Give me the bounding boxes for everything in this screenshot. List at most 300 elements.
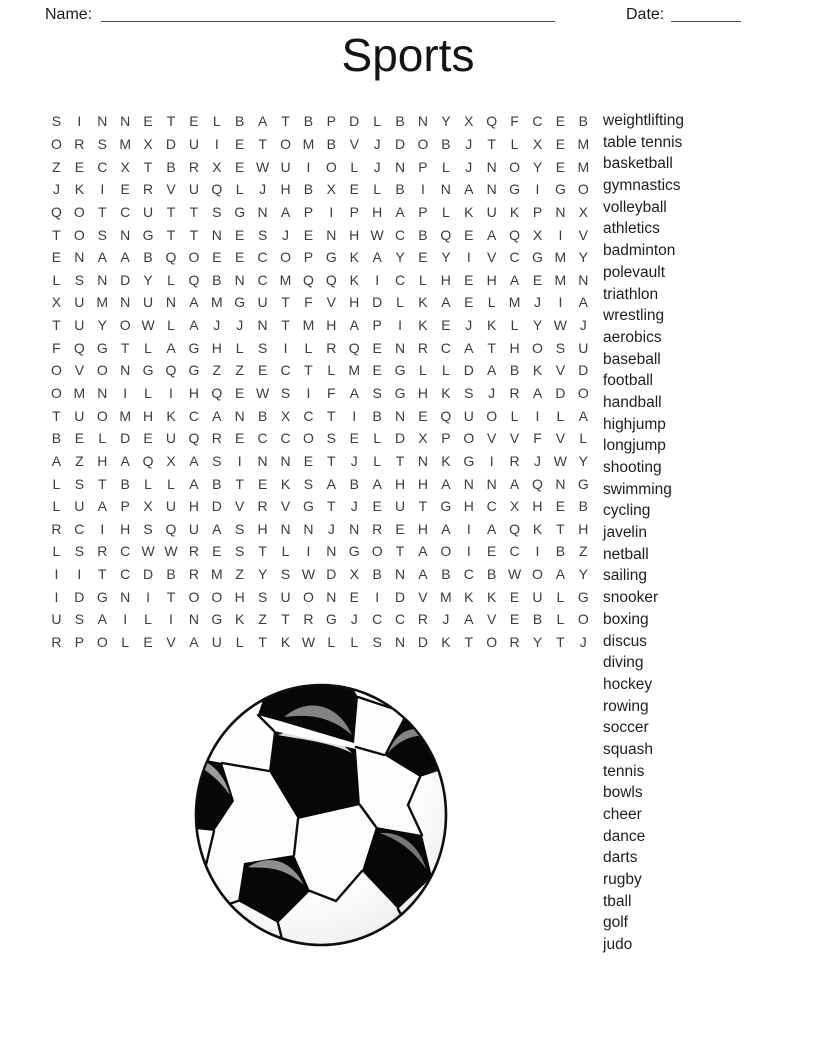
grid-letter: B xyxy=(143,249,153,266)
grid-letter: C xyxy=(257,249,268,266)
grid-letter: J xyxy=(465,317,473,334)
grid-letter: L xyxy=(144,475,152,492)
grid-letter: O xyxy=(486,407,498,424)
grid-letter: T xyxy=(487,339,496,356)
grid-letter: A xyxy=(509,475,520,492)
grid-letter: O xyxy=(51,385,62,401)
grid-letter: N xyxy=(211,226,222,243)
grid-letter: Z xyxy=(75,452,84,469)
word-list-item: swimming xyxy=(603,480,672,498)
grid-letter: O xyxy=(440,543,452,560)
grid-letter: E xyxy=(143,430,153,447)
grid-letter: E xyxy=(487,543,497,560)
grid-letter: S xyxy=(51,113,62,130)
grid-letter: Y xyxy=(143,271,153,288)
grid-letter: J xyxy=(259,181,267,198)
grid-letter: B xyxy=(303,113,314,130)
grid-letter: O xyxy=(577,181,589,198)
grid-letter: R xyxy=(51,634,62,651)
grid-letter: H xyxy=(486,271,497,288)
grid-letter: M xyxy=(279,271,292,288)
grid-letter: P xyxy=(303,249,314,266)
grid-letter: V xyxy=(487,611,497,628)
grid-letter: R xyxy=(188,566,199,583)
word-list-item: golf xyxy=(603,914,628,932)
grid-letter: U xyxy=(211,634,222,651)
grid-letter: N xyxy=(486,158,497,175)
grid-letter: S xyxy=(212,452,222,469)
grid-letter: A xyxy=(441,475,451,492)
grid-letter: G xyxy=(394,385,406,401)
grid-letter: S xyxy=(464,385,474,401)
grid-letter: A xyxy=(189,475,199,492)
grid-letter: H xyxy=(417,520,429,537)
grid-letter: G xyxy=(234,294,246,311)
grid-letter: E xyxy=(395,520,405,537)
grid-letter: T xyxy=(395,543,405,560)
grid-letter: G xyxy=(348,543,360,560)
grid-letter: T xyxy=(327,452,336,469)
grid-letter: D xyxy=(120,271,131,288)
grid-letter: X xyxy=(464,113,474,130)
grid-letter: O xyxy=(577,385,589,401)
word-list-item: aerobics xyxy=(603,328,662,346)
grid-letter: Y xyxy=(578,566,588,583)
grid-letter: T xyxy=(52,226,61,243)
grid-letter: N xyxy=(188,611,199,628)
grid-letter: H xyxy=(532,498,543,515)
grid-letter: I xyxy=(306,543,311,560)
grid-letter: L xyxy=(510,317,519,334)
grid-letter: W xyxy=(256,158,270,175)
grid-letter: H xyxy=(509,339,520,356)
grid-letter: L xyxy=(556,611,565,628)
grid-letter: N xyxy=(165,294,177,311)
grid-letter: L xyxy=(235,339,244,356)
grid-letter: C xyxy=(394,611,406,628)
grid-letter: H xyxy=(143,407,154,424)
grid-letter: O xyxy=(302,588,314,605)
grid-letter: A xyxy=(349,385,359,401)
grid-letter: W xyxy=(301,566,316,583)
grid-letter: O xyxy=(51,362,62,379)
grid-letter: W xyxy=(256,385,270,401)
grid-letter: Y xyxy=(441,113,451,130)
word-search-grid xyxy=(45,110,595,653)
grid-letter: N xyxy=(440,181,451,198)
grid-letter: G xyxy=(142,226,154,243)
grid-letter: G xyxy=(509,181,521,198)
grid-letter: I xyxy=(535,543,540,560)
grid-letter: E xyxy=(235,135,245,152)
grid-letter: E xyxy=(532,271,543,288)
grid-letter: D xyxy=(394,135,406,152)
grid-letter: W xyxy=(553,317,567,334)
grid-letter: E xyxy=(212,543,222,560)
grid-letter: H xyxy=(120,520,131,537)
grid-letter: P xyxy=(372,317,382,334)
grid-letter: U xyxy=(74,498,85,515)
grid-letter: C xyxy=(532,113,543,130)
grid-letter: M xyxy=(577,158,590,175)
grid-letter: T xyxy=(258,543,267,560)
grid-letter: K xyxy=(418,317,428,334)
word-list-item: javelin xyxy=(603,524,647,542)
grid-letter: X xyxy=(166,452,176,469)
grid-letter: D xyxy=(417,634,429,651)
grid-letter: B xyxy=(326,135,336,152)
grid-letter: X xyxy=(532,226,543,243)
grid-letter: A xyxy=(189,452,199,469)
grid-letter: O xyxy=(96,407,108,424)
grid-letter: O xyxy=(188,249,200,266)
grid-letter: O xyxy=(280,249,291,266)
grid-letter: G xyxy=(302,498,314,515)
grid-letter: T xyxy=(556,634,565,651)
grid-letter: T xyxy=(487,135,496,152)
grid-letter: G xyxy=(234,203,246,220)
grid-letter: D xyxy=(349,113,360,130)
page-title: Sports xyxy=(341,29,475,81)
grid-letter: R xyxy=(326,339,337,356)
grid-letter: C xyxy=(372,611,383,628)
grid-letter: G xyxy=(211,611,223,628)
grid-letter: O xyxy=(509,158,521,175)
grid-letter: B xyxy=(441,566,451,583)
grid-letter: N xyxy=(120,588,131,605)
grid-letter: Q xyxy=(486,113,498,130)
grid-letter: I xyxy=(398,317,402,334)
grid-letter: E xyxy=(257,475,268,492)
grid-letter: O xyxy=(532,339,543,356)
grid-letter: N xyxy=(120,226,131,243)
grid-letter: J xyxy=(350,498,358,515)
grid-letter: R xyxy=(417,339,429,356)
grid-letter: D xyxy=(211,498,222,515)
word-list-item: football xyxy=(603,372,653,390)
grid-letter: K xyxy=(441,385,451,401)
grid-letter: E xyxy=(509,611,520,628)
grid-letter: H xyxy=(372,203,383,220)
word-list-item: highjump xyxy=(603,415,666,433)
grid-letter: Q xyxy=(165,362,177,379)
grid-letter: E xyxy=(235,158,245,175)
grid-letter: J xyxy=(579,634,587,651)
grid-letter: W xyxy=(370,226,384,243)
grid-letter: N xyxy=(257,203,268,220)
grid-letter: J xyxy=(533,294,541,311)
grid-letter: T xyxy=(464,634,474,651)
grid-letter: B xyxy=(555,543,566,560)
grid-letter: Q xyxy=(302,271,314,288)
grid-letter: X xyxy=(349,566,359,583)
grid-letter: H xyxy=(234,588,245,605)
grid-letter: D xyxy=(74,588,85,605)
grid-letter: Y xyxy=(532,634,543,651)
grid-letter: H xyxy=(349,226,360,243)
word-list-item: snooker xyxy=(603,589,659,607)
grid-letter: U xyxy=(578,339,589,356)
word-list-item: netball xyxy=(603,545,649,563)
grid-letter: L xyxy=(419,271,427,288)
grid-letter: Y xyxy=(257,566,268,583)
grid-letter: F xyxy=(52,339,61,356)
grid-letter: H xyxy=(326,317,337,334)
grid-letter: H xyxy=(211,339,222,356)
grid-letter: A xyxy=(189,317,199,334)
grid-letter: K xyxy=(166,407,176,424)
grid-letter: R xyxy=(97,543,108,560)
grid-letter: G xyxy=(394,362,406,379)
grid-letter: G xyxy=(96,339,108,356)
grid-letter: I xyxy=(283,339,288,356)
grid-letter: C xyxy=(280,430,291,447)
grid-letter: N xyxy=(417,452,429,469)
grid-letter: M xyxy=(348,362,361,379)
grid-letter: H xyxy=(188,385,199,401)
grid-letter: K xyxy=(280,634,291,651)
grid-letter: A xyxy=(326,475,336,492)
grid-letter: B xyxy=(509,362,520,379)
grid-letter: E xyxy=(349,430,359,447)
grid-letter: I xyxy=(77,113,82,130)
grid-letter: N xyxy=(555,203,566,220)
grid-letter: O xyxy=(325,158,337,175)
grid-letter: C xyxy=(97,158,108,175)
grid-letter: N xyxy=(234,271,245,288)
grid-letter: E xyxy=(143,113,153,130)
grid-letter: B xyxy=(349,475,359,492)
grid-letter: D xyxy=(394,430,406,447)
grid-letter: Y xyxy=(578,452,588,469)
grid-letter: T xyxy=(327,498,336,515)
grid-letter: W xyxy=(301,634,316,651)
grid-letter: C xyxy=(120,543,131,560)
grid-letter: A xyxy=(487,520,497,537)
grid-letter: S xyxy=(303,475,314,492)
grid-letter: K xyxy=(441,452,451,469)
grid-letter: R xyxy=(188,158,199,175)
grid-letter: G xyxy=(532,249,543,266)
grid-letter: V xyxy=(555,362,566,379)
grid-letter: T xyxy=(304,362,313,379)
word-list-item: tball xyxy=(603,892,632,910)
grid-letter: Y xyxy=(578,249,588,266)
grid-letter: L xyxy=(487,294,496,311)
grid-letter: Y xyxy=(395,249,405,266)
grid-letter: C xyxy=(188,407,199,424)
grid-letter: S xyxy=(235,520,245,537)
grid-letter: R xyxy=(188,543,199,560)
grid-letter: T xyxy=(166,203,176,220)
grid-letter: K xyxy=(464,203,474,220)
word-list-item: sailing xyxy=(603,567,647,585)
grid-letter: E xyxy=(372,362,382,379)
grid-letter: K xyxy=(418,294,428,311)
grid-letter: I xyxy=(54,566,59,583)
grid-letter: N xyxy=(257,452,268,469)
grid-letter: U xyxy=(74,407,85,424)
grid-letter: B xyxy=(372,407,382,424)
grid-letter: E xyxy=(74,158,85,175)
grid-letter: K xyxy=(532,362,543,379)
grid-letter: S xyxy=(97,135,107,152)
grid-letter: U xyxy=(74,294,85,311)
grid-letter: T xyxy=(166,113,176,130)
grid-letter: U xyxy=(257,294,268,311)
grid-letter: A xyxy=(189,294,199,311)
grid-letter: E xyxy=(143,634,153,651)
grid-letter: E xyxy=(555,158,566,175)
grid-letter: A xyxy=(532,385,543,401)
grid-letter: N xyxy=(394,634,406,651)
grid-letter: A xyxy=(257,113,268,130)
grid-letter: L xyxy=(52,271,61,288)
grid-letter: T xyxy=(166,226,176,243)
grid-letter: E xyxy=(555,113,566,130)
grid-letter: E xyxy=(189,113,199,130)
grid-letter: O xyxy=(73,203,85,220)
grid-letter: T xyxy=(166,588,176,605)
grid-letter: N xyxy=(326,543,337,560)
grid-letter: D xyxy=(120,430,131,447)
grid-letter: A xyxy=(441,520,451,537)
grid-letter: Q xyxy=(211,385,223,401)
grid-letter: G xyxy=(463,452,475,469)
grid-letter: D xyxy=(372,294,383,311)
word-list-item: longjump xyxy=(603,437,666,455)
grid-letter: I xyxy=(352,407,357,424)
grid-letter: E xyxy=(418,249,428,266)
grid-letter: R xyxy=(509,634,520,651)
grid-letter: L xyxy=(281,543,290,560)
grid-letter: N xyxy=(394,566,406,583)
word-list-item: triathlon xyxy=(603,285,659,303)
grid-letter: Y xyxy=(97,317,107,334)
grid-letter: I xyxy=(54,588,59,605)
grid-letter: L xyxy=(304,339,313,356)
grid-letter: A xyxy=(166,339,176,356)
grid-letter: T xyxy=(97,203,107,220)
grid-letter: E xyxy=(303,452,314,469)
grid-letter: I xyxy=(123,611,128,628)
grid-letter: N xyxy=(394,407,406,424)
grid-letter: R xyxy=(509,385,520,401)
grid-letter: R xyxy=(211,430,222,447)
grid-letter: N xyxy=(555,475,566,492)
word-list-item: badminton xyxy=(603,242,676,260)
grid-letter: J xyxy=(52,181,60,198)
grid-letter: Z xyxy=(52,158,61,175)
grid-letter: H xyxy=(280,181,291,198)
date-label: Date: xyxy=(626,6,665,23)
soccer-ball-illustration xyxy=(192,681,450,949)
grid-letter: L xyxy=(396,294,404,311)
grid-letter: I xyxy=(169,385,173,401)
grid-letter: E xyxy=(257,362,268,379)
grid-letter: N xyxy=(97,113,108,130)
grid-letter: S xyxy=(212,203,222,220)
grid-letter: E xyxy=(418,407,428,424)
grid-letter: U xyxy=(188,135,199,152)
grid-letter: L xyxy=(373,452,382,469)
word-list-item: volleyball xyxy=(603,198,667,216)
grid-letter: N xyxy=(74,249,85,266)
grid-letter: N xyxy=(120,362,131,379)
grid-letter: A xyxy=(120,452,130,469)
grid-letter: U xyxy=(532,588,543,605)
grid-letter: L xyxy=(373,430,382,447)
grid-letter: L xyxy=(556,407,565,424)
grid-letter: T xyxy=(281,113,290,130)
grid-letter: C xyxy=(463,566,474,583)
grid-letter: Z xyxy=(235,566,244,583)
grid-letter: I xyxy=(489,452,494,469)
word-list-item: soccer xyxy=(603,719,649,737)
grid-letter: B xyxy=(166,566,176,583)
grid-letter: A xyxy=(51,452,62,469)
grid-letter: L xyxy=(52,498,61,515)
grid-letter: A xyxy=(189,634,199,651)
grid-letter: O xyxy=(486,634,498,651)
grid-letter: E xyxy=(212,249,222,266)
grid-letter: E xyxy=(464,226,474,243)
grid-letter: A xyxy=(555,566,566,583)
grid-letter: T xyxy=(52,407,61,424)
grid-letter: N xyxy=(280,520,291,537)
grid-letter: I xyxy=(100,520,105,537)
word-list-item: baseball xyxy=(603,350,661,368)
grid-letter: O xyxy=(302,430,314,447)
grid-letter: H xyxy=(417,385,429,401)
grid-letter: C xyxy=(440,339,451,356)
word-list-item: polevault xyxy=(603,263,666,281)
grid-letter: J xyxy=(213,317,221,334)
grid-letter: M xyxy=(577,135,590,152)
grid-letter: Y xyxy=(532,317,543,334)
grid-letter: N xyxy=(394,339,406,356)
grid-letter: C xyxy=(394,271,406,288)
grid-letter: P xyxy=(303,203,314,220)
grid-letter: O xyxy=(280,135,291,152)
grid-letter: B xyxy=(395,181,405,198)
grid-letter: O xyxy=(211,588,223,605)
grid-letter: K xyxy=(464,588,474,605)
grid-letter: L xyxy=(98,430,107,447)
grid-letter: K xyxy=(487,588,497,605)
grid-letter: L xyxy=(235,634,244,651)
grid-letter: X xyxy=(280,407,291,424)
grid-letter: B xyxy=(212,475,222,492)
grid-letter: T xyxy=(395,452,405,469)
word-list-item: cheer xyxy=(603,806,642,823)
grid-letter: E xyxy=(555,135,566,152)
grid-letter: A xyxy=(120,249,130,266)
word-list-item: gymnastics xyxy=(603,177,681,195)
grid-letter: E xyxy=(349,181,359,198)
grid-letter: C xyxy=(257,430,268,447)
grid-letter: T xyxy=(120,339,130,356)
grid-letter: S xyxy=(280,385,291,401)
grid-letter: A xyxy=(464,611,474,628)
grid-letter: X xyxy=(532,135,543,152)
grid-letter: M xyxy=(73,385,86,401)
grid-letter: V xyxy=(166,181,176,198)
grid-letter: E xyxy=(235,249,245,266)
grid-letter: E xyxy=(51,249,62,266)
grid-letter: Z xyxy=(579,543,588,560)
grid-letter: A xyxy=(464,339,474,356)
